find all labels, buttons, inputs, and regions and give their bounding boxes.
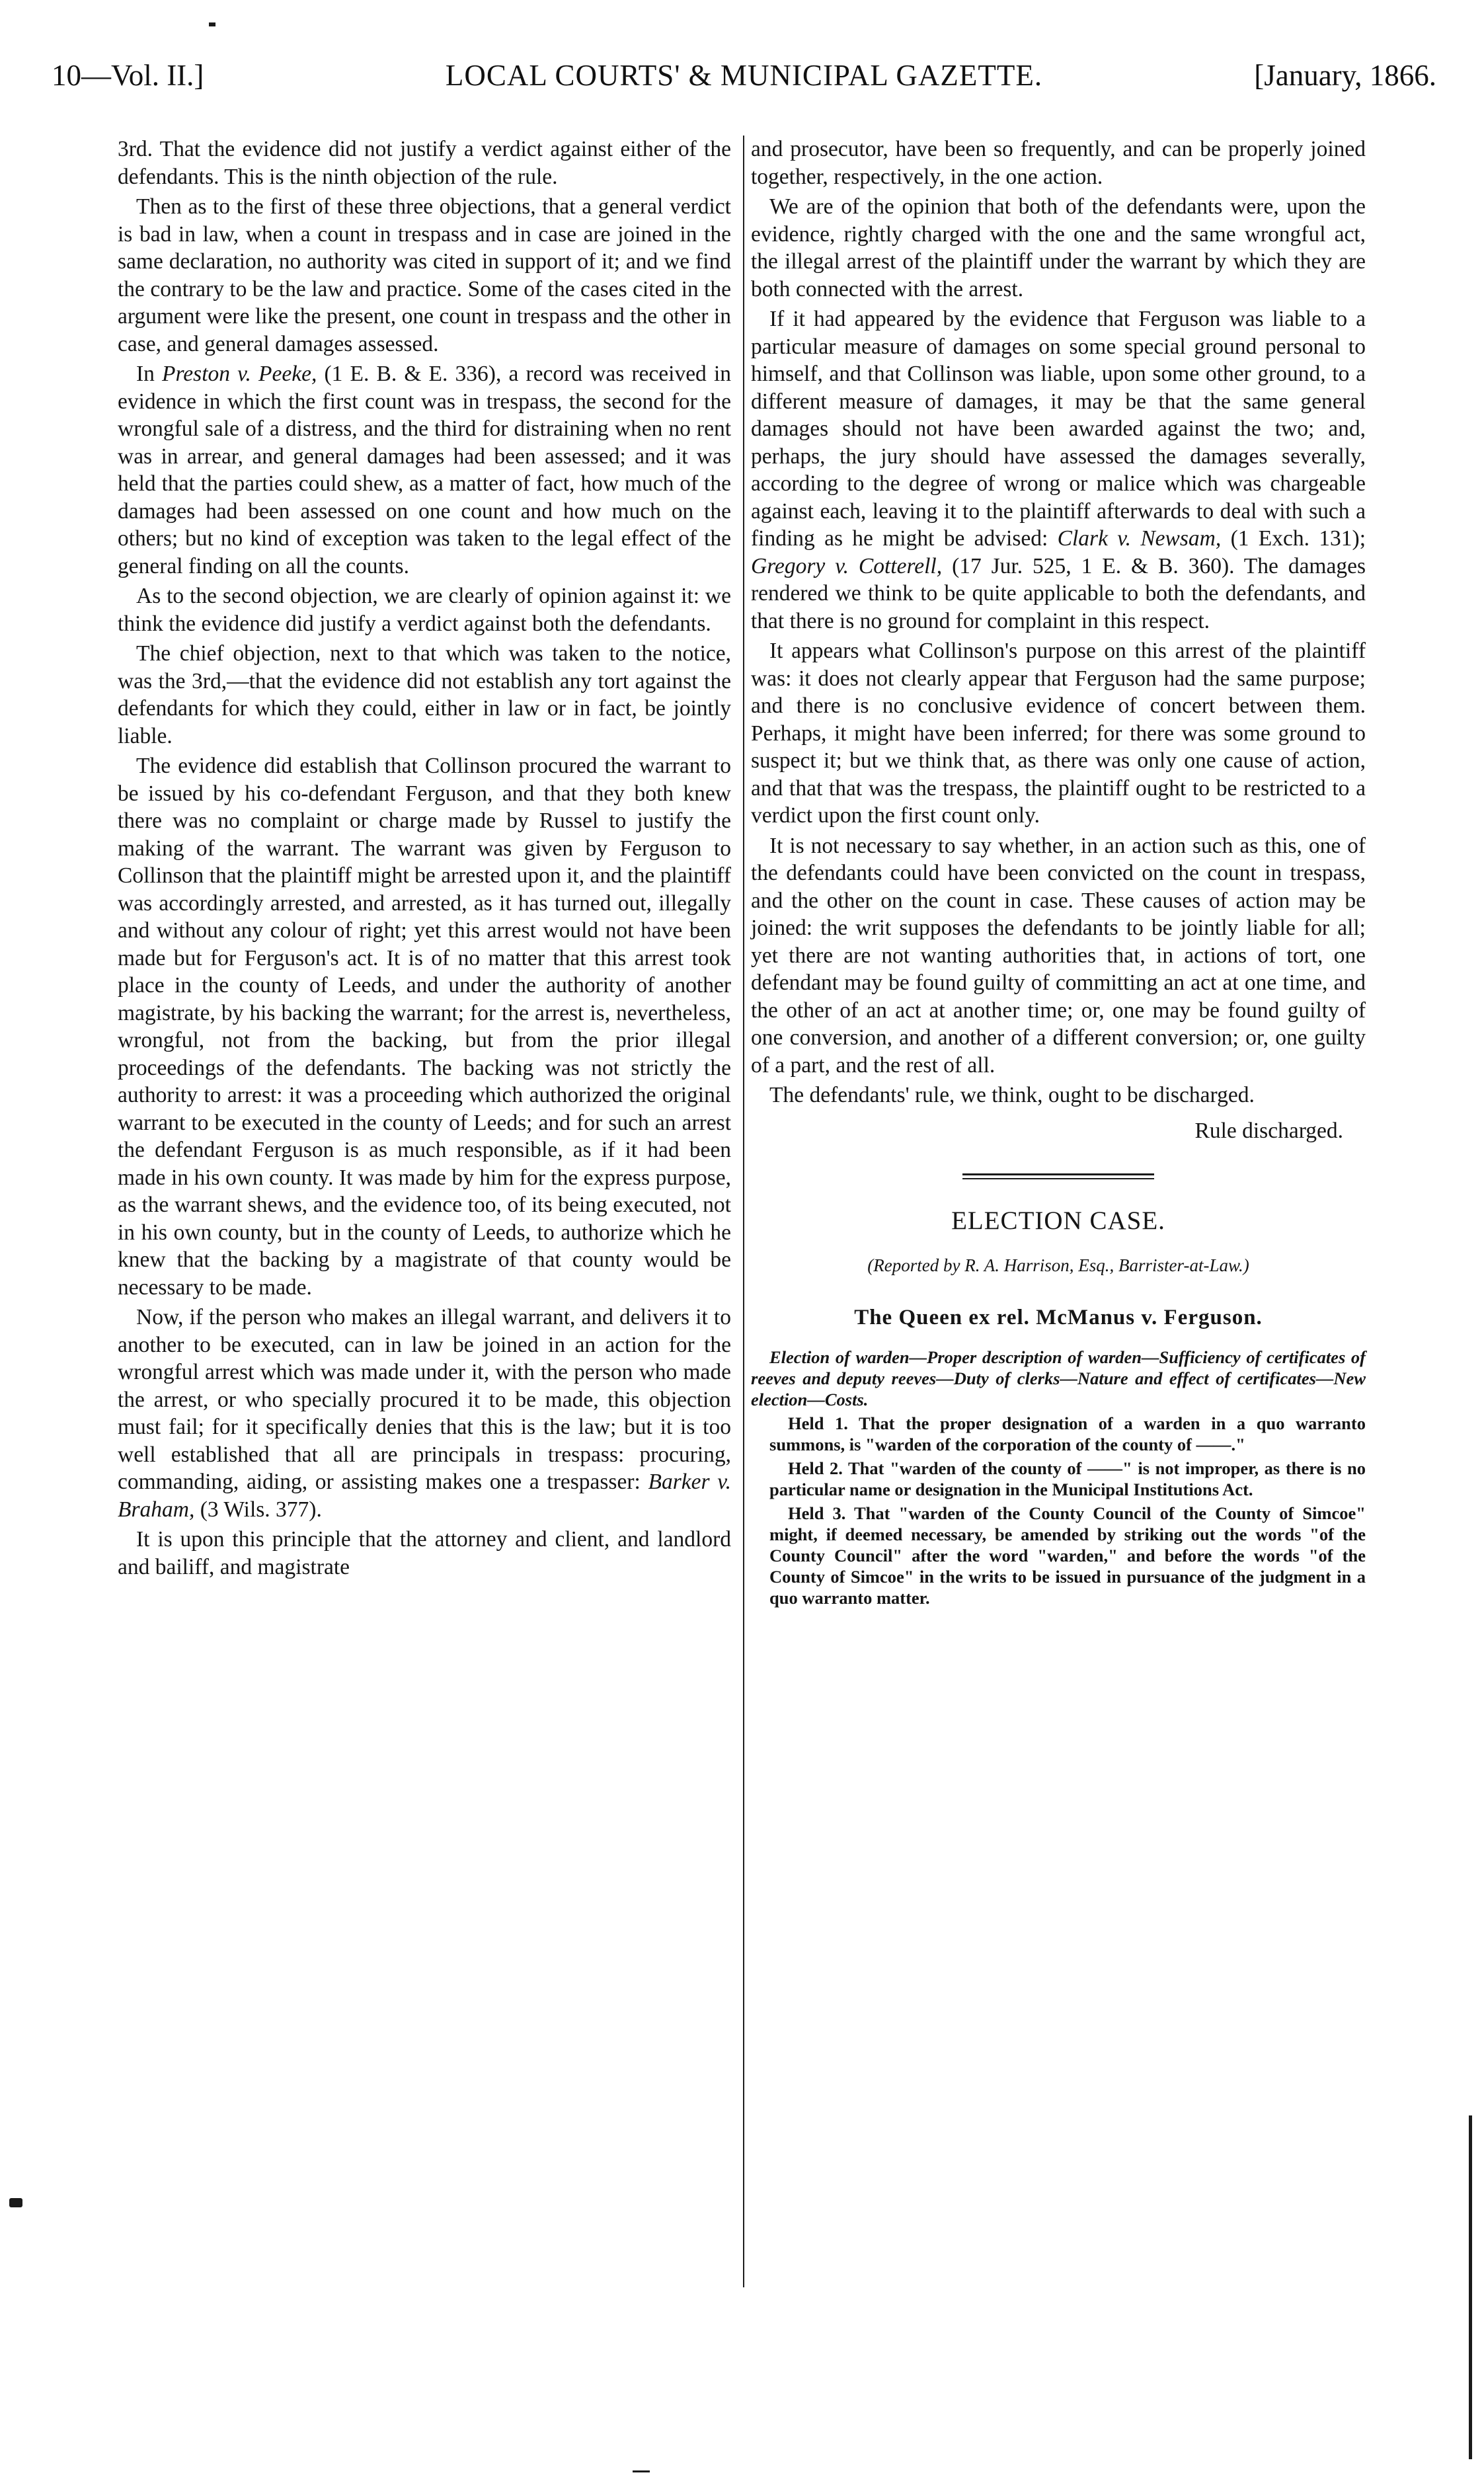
paragraph: [751, 305, 1366, 635]
section-title: ELECTION CASE.: [951, 1206, 1165, 1235]
paragraph: As to the second objection, we are clearly of opinion against it: we think the evidence did justify a verdict against both the defendants.: [118, 584, 731, 636]
paragraph: [118, 360, 731, 580]
left-column: [118, 136, 731, 1583]
column-divider: [743, 136, 744, 2287]
paragraph: The chief objection, next to that which was taken to the notice, was the 3rd,—that the evidence did not establish any tort against the defendants for which they could, either in law or in fact, be jointly liable.: [118, 641, 731, 748]
held-item: Held 1. That the proper designation of a warden in a quo warranto summons, is "warden of the corporation of the county of ——.": [769, 1413, 1366, 1454]
case-citation: Preston v. Peeke,: [162, 362, 317, 386]
case-title: The Queen ex rel. McManus v. Ferguson.: [854, 1306, 1263, 1329]
text-run: (17 Jur. 525, 1 E. & B. 360). The damages rendered we think to be quite applicable to both the defendants, and that there is no ground for complaint in this respect.: [751, 553, 1366, 633]
headnote: Election of warden—Proper description of warden—Sufficiency of certificates of reeves and deputy reeves—Duty of clerks—Nature and effect of certificates—New election—Costs.: [751, 1347, 1366, 1409]
text-run: In: [136, 362, 155, 386]
case-citation: Barker v. Braham,: [118, 1470, 731, 1522]
right-column: [751, 136, 1366, 1611]
paragraph: It is upon this principle that the attorney and client, and landlord and bailiff, and magistrate: [118, 1527, 731, 1579]
top-tick-mark: [209, 22, 215, 26]
rule-discharged: Rule discharged.: [1194, 1118, 1343, 1143]
header-volume: 10—Vol. II.]: [52, 59, 204, 92]
margin-arrow-mark: [9, 2198, 22, 2207]
held-item: Held 2. That "warden of the county of ——" is not improper, as there is no particular name or designation in the Municipal Institutions Act.: [769, 1458, 1366, 1499]
paragraph: and prosecutor, have been so frequently, and can be properly joined together, respectively, in the one action.: [751, 137, 1366, 189]
right-edge-bar: [1469, 2115, 1472, 2459]
paragraph: Then as to the first of these three objections, that a general verdict is bad in law, when a count in trespass and in case are joined in the same declaration, no authority was cited in support of it; and we find the contrary to be the law and practice. Some of the cases cited in the argument were like the present, one count in trespass and the other in case, and general damages assessed.: [118, 194, 731, 356]
reporter-line: (Reported by R. A. Harrison, Esq., Barrister-at-Law.): [867, 1255, 1249, 1275]
bottom-dots-mark: [633, 2470, 650, 2472]
page-header: [52, 52, 1436, 98]
section-separator: [962, 1173, 1154, 1179]
case-citation: Clark v. Newsam,: [1057, 526, 1222, 551]
text-run: Now, if the person who makes an illegal warrant, and delivers it to another to be executed, can in law be joined in an action for the wrongful arrest which was made under it, with the person who made the arrest, or who specially procured it to be made, this objection must fail; for it specifically denies that this is the law; but it is too well established that all are principals in trespass: procuring, commanding, aiding, or assisting makes one a trespasser:: [118, 1305, 731, 1494]
text-run: (1 Exch. 131);: [1230, 526, 1366, 551]
paragraph: [118, 1304, 731, 1523]
header-title: LOCAL COURTS' & MUNICIPAL GAZETTE.: [445, 59, 1043, 92]
text-run: If it had appeared by the evidence that Ferguson was liable to a particular measure of damages on some special ground personal to himself, and that Collinson was liable, upon some other ground, to a different measure of damages, it may be that the same general damages should not have been awarded against the two; and, perhaps, the jury should have assessed the damages severally, according to the degree of wrong or malice which was chargeable against each, leaving it to the plaintiff afterwards to deal with such a finding as he might be advised:: [751, 307, 1366, 551]
paragraph: The defendants' rule, we think, ought to be discharged.: [769, 1083, 1255, 1107]
paragraph: It appears what Collinson's purpose on this arrest of the plaintiff was: it does not clearly appear that Ferguson had the same purpose; and there is no conclusive evidence of concert between them. Perhaps, it might have been inferred; for there was some ground to suspect it; but we think that, as there was only one cause of action, and that that was the trespass, the plaintiff ought to be restricted to a verdict upon the first count only.: [751, 639, 1366, 828]
paragraph: It is not necessary to say whether, in an action such as this, one of the defendants could have been convicted on the count in trespass, and the other on the count in case. These causes of action may be joined: the writ supposes the defendants to be jointly liable for all; yet there are not wanting authorities that, in actions of tort, one defendant may be found guilty of committing an act at one time, and the other of an act at another time; or, one may be found guilty of one conversion, and another of a different conversion; or, one guilty of a part, and the rest of all.: [751, 833, 1366, 1078]
header-date: [January, 1866.: [1254, 59, 1436, 92]
case-citation: Gregory v. Cotterell,: [751, 553, 943, 578]
paragraph: 3rd. That the evidence did not justify a verdict against either of the defendants. This is the ninth objection of the rule.: [118, 137, 731, 189]
held-item: Held 3. That "warden of the County Council of the County of Simcoe" might, if deemed necessary, be amended by striking out the words "of the County Council" after the word "warden," and before the words "of the County of Simcoe" in the writs to be issued in pursuance of the judgment in a quo warranto matter.: [769, 1503, 1366, 1608]
paragraph: We are of the opinion that both of the defendants were, upon the evidence, rightly charged with the one and the same wrongful act, the illegal arrest of the plaintiff under the warrant by which they are both connected with the arrest.: [751, 194, 1366, 301]
text-run: (1 E. B. & E. 336), a record was received in evidence in which the first count was in trespass, the second for the wrongful sale of a distress, and the third for distraining when no rent was in arrear, and general damages had been assessed; and it was held that the parties could shew, as a matter of fact, how much of the damages had been assessed on one count and how much on the others; but no kind of exception was taken to the legal effect of the general finding on all the counts.: [118, 362, 732, 578]
text-run: (3 Wils. 377).: [200, 1497, 322, 1522]
paragraph: The evidence did establish that Collinson procured the warrant to be issued by his co-defendant Ferguson, and that they both knew there was no complaint or charge made by Russel to justify the making of the warrant. The warrant was given by Ferguson to Collinson that the plaintiff might be arrested upon it, and the plaintiff was accordingly arrested, and arrested, as it has turned out, illegally and without any colour of right; yet this arrest would not have been made but for Ferguson's act. It is of no matter that this arrest took place in the county of Leeds, and under the authority of another magistrate, by his backing the warrant; for the arrest is, nevertheless, wrongful, not from the backing, but from the prior illegal proceedings of the defendants. The backing was not strictly the authority to arrest: it was a proceeding which authorized the original warrant to be executed in the county of Leeds; and for such an arrest the defendant Ferguson is as much responsible, as if it had been made in his own county. It was made by him for the express purpose, as the warrant shews, and the evidence too, of its being executed, not in his own county, but in the county of Leeds, to authorize which he knew that the backing by a magistrate of that county would be necessary to be made.: [118, 754, 731, 1300]
